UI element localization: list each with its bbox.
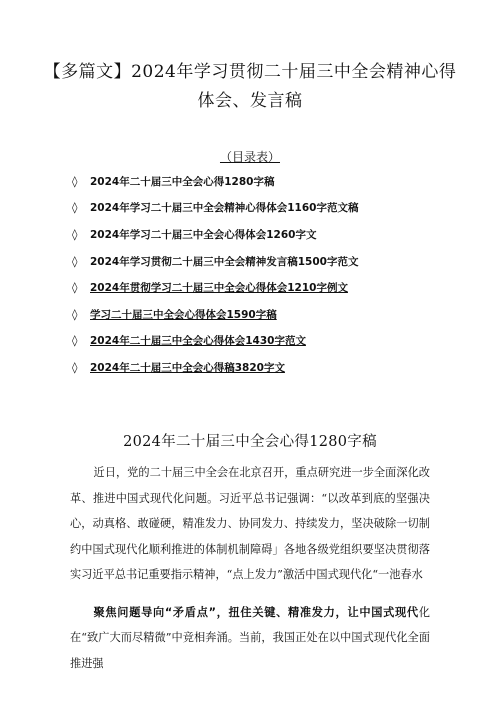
toc-item-8[interactable] <box>72 354 472 381</box>
diamond-bullet-icon: ◊ <box>72 201 78 215</box>
toc-item-5[interactable] <box>72 274 472 301</box>
toc-item-1[interactable] <box>72 168 472 195</box>
toc-item-label: 2024年二十届三中全会心得1280字稿 <box>90 175 275 188</box>
diamond-bullet-icon: ◊ <box>72 334 78 348</box>
toc-item-label: 2024年学习二十届三中全会精神心得体会1160字范文稿 <box>90 202 359 215</box>
toc-item-label: 2024年学习贯彻二十届三中全会精神发言稿1500字范文 <box>90 255 359 268</box>
section-body <box>70 460 430 676</box>
paragraph-bold-lead: 聚焦问题导向“矛盾点”，扭住关键、精准发力，让中国式现代 <box>93 605 419 619</box>
diamond-bullet-icon: ◊ <box>72 174 78 188</box>
diamond-bullet-icon: ◊ <box>72 254 78 268</box>
toc-item-2[interactable] <box>72 195 472 222</box>
toc-item-label: 2024年贯彻学习二十届三中全会心得体会1210字例文 <box>90 282 348 295</box>
diamond-bullet-icon: ◊ <box>72 360 78 374</box>
toc-item-label: 2024年二十届三中全会心得体会1430字范文 <box>90 335 306 348</box>
toc-item-4[interactable] <box>72 248 472 275</box>
document-title <box>40 58 460 116</box>
table-of-contents <box>72 168 472 381</box>
toc-item-7[interactable] <box>72 328 472 355</box>
toc-item-label: 学习二十届三中全会心得体会1590字稿 <box>90 308 277 321</box>
document-title-line-2: 体会、发言稿 <box>197 91 303 111</box>
diamond-bullet-icon: ◊ <box>72 281 78 295</box>
toc-item-label: 2024年学习二十届三中全会心得体会1260字文 <box>90 228 317 241</box>
toc-heading <box>0 148 500 165</box>
diamond-bullet-icon: ◊ <box>72 307 78 321</box>
document-title-line-1: 【多篇文】2024年学习贯彻二十届三中全会精神心得 <box>43 62 457 82</box>
paragraph-text: 化在“致广大而尽精微”中竞相奔涌。当前，我国正处在以中国式现代化全面推进强 <box>70 605 430 670</box>
section-title: 2024年二十届三中全会心得1280字稿 <box>123 434 377 450</box>
body-paragraph-1: 近日，党的二十届三中全会在北京召开，重点研究进一步全面深化改革、推进中国式现代化问题。习近平总书记强调：“以改革到底的坚强决心，动真格、敢碰硬，精准发力、协同发力、持续发力，坚决破除一切制约中国式现代化顺利推进的体制机制障碍」各地各级党组织要坚决贯彻落实习近平总书记重要指示精神，“点上发力”激活中国式现代化“一池春水 <box>70 466 430 581</box>
toc-item-3[interactable] <box>72 221 472 248</box>
toc-item-label: 2024年二十届三中全会心得稿3820字文 <box>90 361 285 374</box>
toc-item-6[interactable] <box>72 301 472 328</box>
body-paragraph-2 <box>70 600 430 677</box>
diamond-bullet-icon: ◊ <box>72 227 78 241</box>
toc-heading-text: （目录表） <box>219 150 280 164</box>
